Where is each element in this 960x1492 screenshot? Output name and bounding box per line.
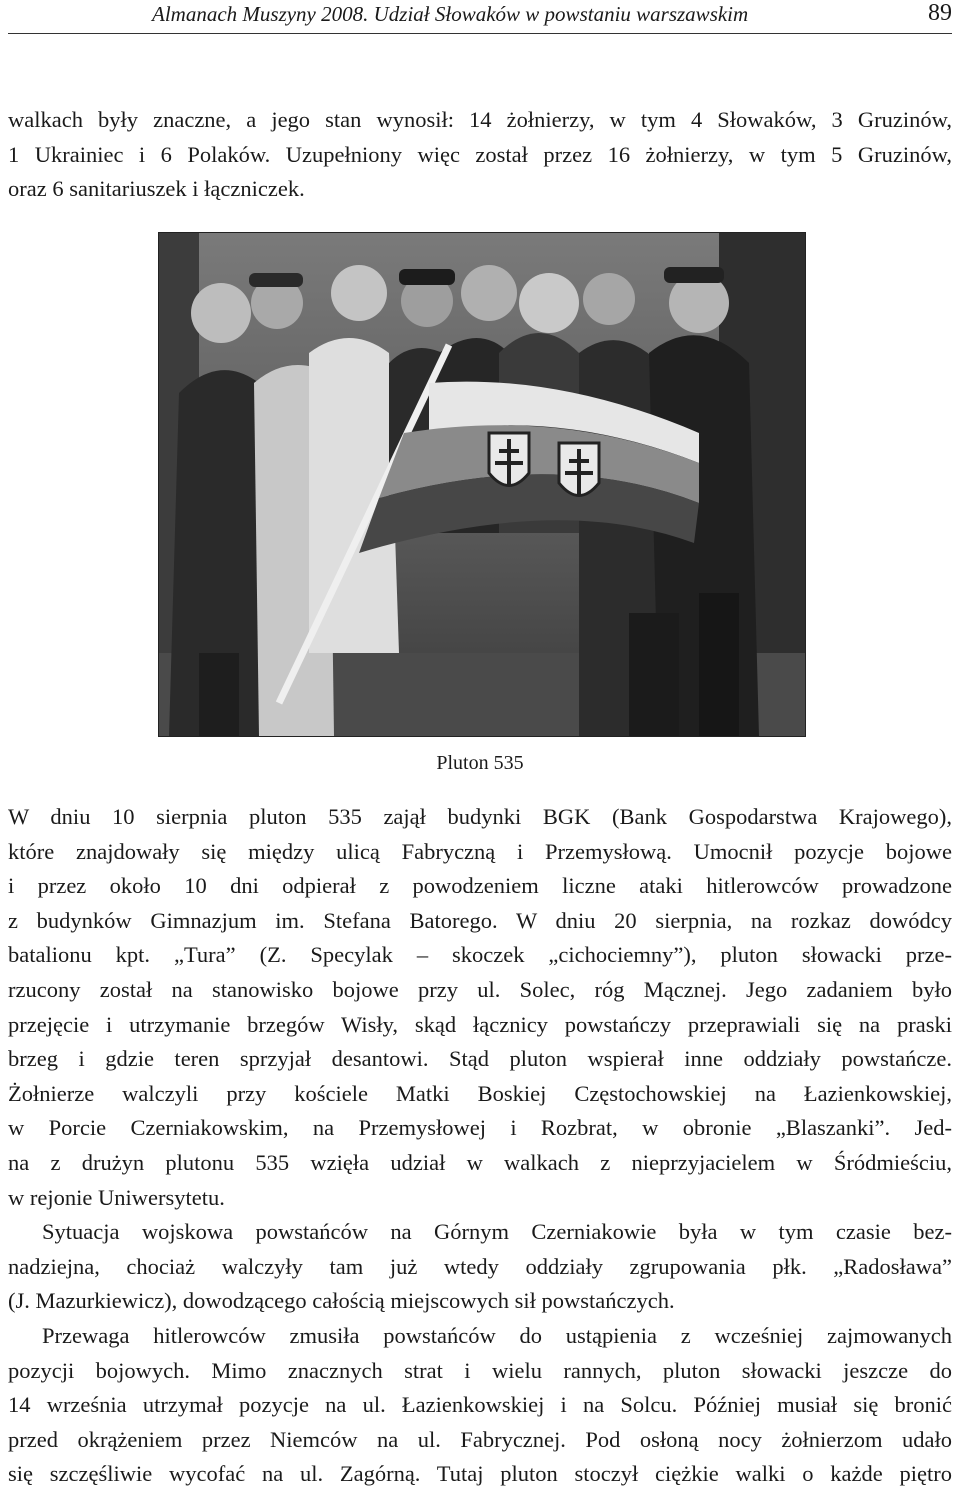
- photo-pluton-535: [158, 232, 806, 737]
- text-line: batalionu kpt. „Tura” (Z. Specylak – skoczek „cichociemny”), pluton słowacki prze-: [8, 942, 952, 968]
- text-line: W dniu 10 sierpnia pluton 535 zajął budynki BGK (Bank Gospodarstwa Krajowego),: [8, 804, 952, 829]
- text-line: na z drużyn plutonu 535 wzięła udział w walkach z nieprzyjacielem w Śródmieściu,: [8, 1149, 952, 1175]
- intro-paragraph: [8, 103, 952, 207]
- text-line: Sytuacja wojskowa powstańców na Górnym Czerniakowie była w tym czasie bez-: [42, 1219, 952, 1245]
- text-line: walkach były znaczne, a jego stan wynosił: 14 żołnierzy, w tym 4 Słowaków, 3 Gruzinów,: [8, 107, 952, 132]
- text-line: rzucony został na stanowisko bojowe przy ul. Solec, róg Mącznej. Jego zadaniem było: [8, 976, 952, 1002]
- text-line: oraz 6 sanitariuszek i łączniczek.: [8, 176, 305, 202]
- text-line: które znajdowały się między ulicą Fabryczną i Przemysłową. Umocnił pozycje bojowe: [8, 838, 952, 864]
- text-line: nadziejna, chociaż walczyły tam już wtedy oddziały zgrupowania płk. „Radosława”: [8, 1253, 952, 1279]
- text-line: przejęcie i utrzymanie brzegów Wisły, skąd łącznicy powstańczy przeprawiali się na praski: [8, 1011, 952, 1037]
- text-line: i przez około 10 dni odpierał z powodzeniem liczne ataki hitlerowców prowadzone: [8, 873, 952, 899]
- header-title: Almanach Muszyny 2008. Udział Słowaków w powstaniu warszawskim: [152, 2, 749, 26]
- photo-caption: Pluton 535: [436, 752, 524, 774]
- body-text: [8, 800, 952, 1492]
- text-line: 14 września utrzymał pozycje na ul. Łazienkowskiej i na Solcu. Później musiał się bronić: [8, 1392, 952, 1418]
- text-line: z budynków Gimnazjum im. Stefana Batorego. W dniu 20 sierpnia, na rozkaz dowódcy: [8, 907, 952, 933]
- header-rule: [8, 33, 952, 34]
- text-line: (J. Mazurkiewicz), dowodzącego całością miejscowych sił powstańczych.: [8, 1288, 675, 1314]
- text-line: pozycji bojowych. Mimo znacznych strat i wielu rannych, pluton słowacki jeszcze do: [8, 1357, 952, 1383]
- page-number: 89: [928, 0, 952, 26]
- photo-image: [159, 233, 805, 736]
- text-line: 1 Ukrainiec i 6 Polaków. Uzupełniony więc został przez 16 żołnierzy, w tym 5 Gruzinów,: [8, 141, 952, 167]
- text-line: się szczęśliwie wycofać na ul. Zagórną. Tutaj pluton stoczył ciężkie walki o każde piętro: [8, 1461, 952, 1487]
- running-header: [0, 0, 960, 30]
- text-line: brzeg i gdzie teren sprzyjał desantowi. Stąd pluton wspierał inne oddziały powstańcze.: [8, 1046, 952, 1072]
- text-line: Przewaga hitlerowców zmusiła powstańców do ustąpienia z wcześniej zajmowanych: [42, 1322, 952, 1348]
- text-line: przed okrążeniem przez Niemców na ul. Fabrycznej. Pod osłoną nocy żołnierzom udało: [8, 1426, 952, 1452]
- text-line: w rejonie Uniwersytetu.: [8, 1184, 225, 1210]
- text-line: Żołnierze walczyli przy kościele Matki Boskiej Częstochowskiej na Łazienkowskiej,: [8, 1080, 952, 1106]
- text-line: w Porcie Czerniakowskim, na Przemysłowej i Rozbrat, w obronie „Blaszanki”. Jed-: [8, 1115, 952, 1141]
